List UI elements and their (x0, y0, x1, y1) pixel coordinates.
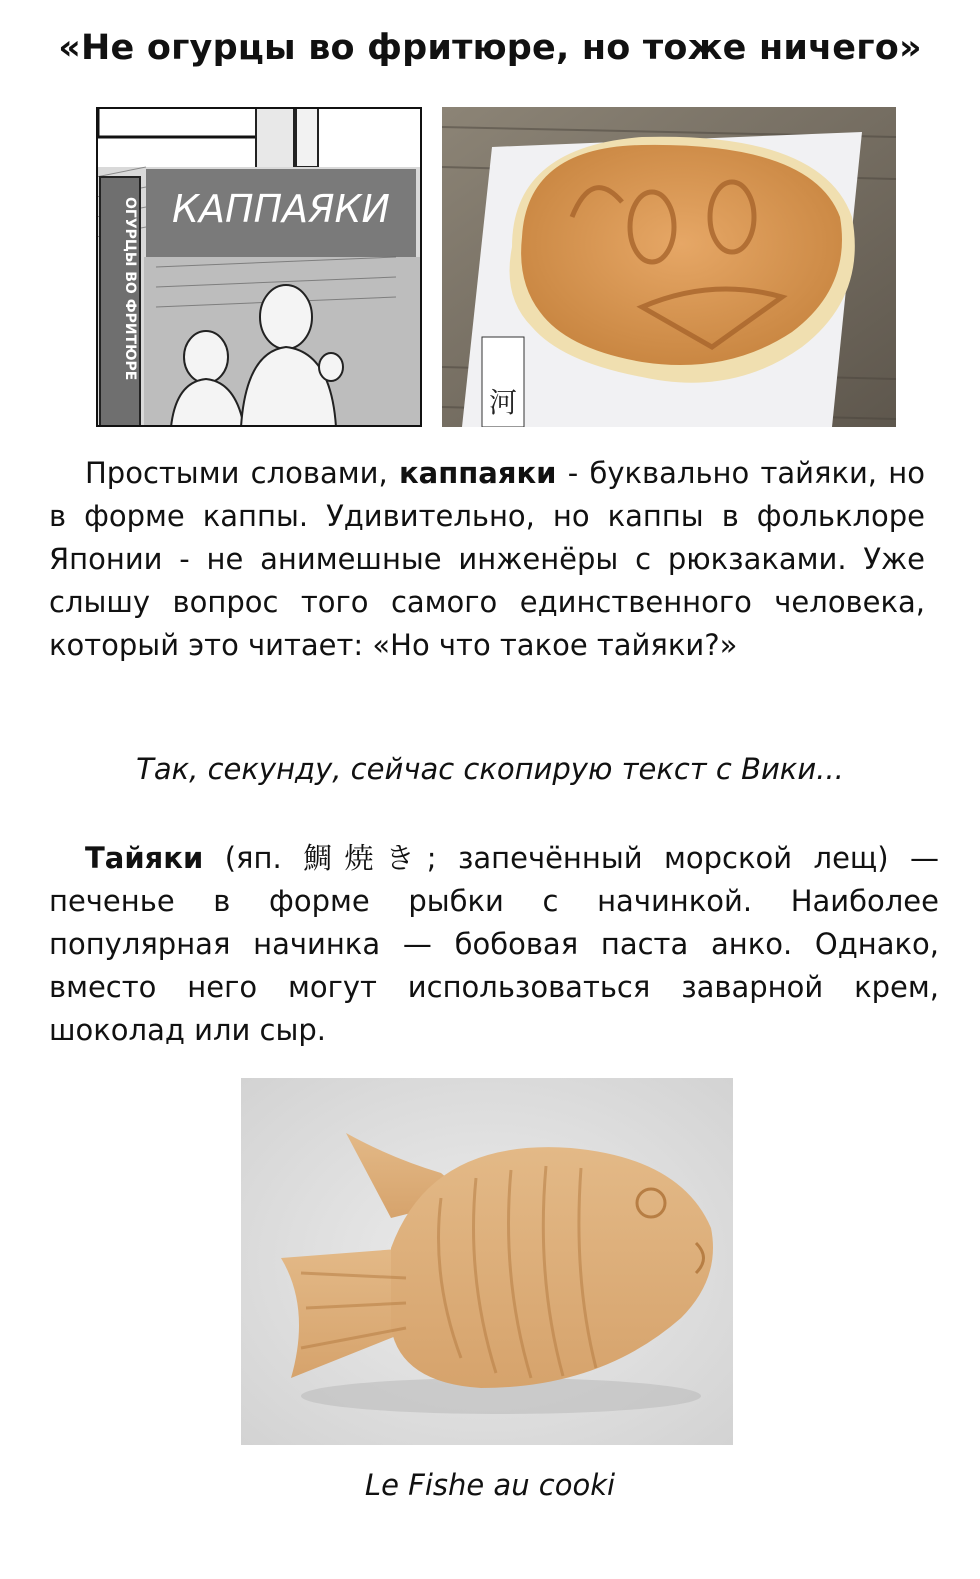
para2-text-rest: (яп. 鯛焼き; запечённый морской лещ) — печенье в форме рыбки с начинкой. Наиболее популярная начинка — бобовая паста анко. Однако, вместо него могут использоваться заварной крем, шоколад или сыр. (49, 841, 939, 1047)
manga-side-text: ОГУРЦЫ ВО ФРИТЮРЕ (122, 197, 138, 381)
taiyaki-photo (241, 1078, 733, 1445)
manga-panel-image (96, 107, 422, 427)
paragraph-taiyaki (49, 837, 939, 1052)
image-caption: Le Fishe au cooki (364, 1468, 616, 1502)
page-title: «Не огурцы во фритюре, но тоже ничего» (58, 28, 922, 68)
kappa-wrapper-text: 河 (488, 386, 518, 419)
para1-text-rest: - буквально тайяки, но в форме каппы. Удивительно, но каппы в фольклоре Японии - не анимешные инженёры с рюкзаками. Уже слышу вопрос того самого единственного человека, который это читает: «Но что такое тайяки?» (49, 456, 925, 662)
para1-bold-term: каппаяки (398, 456, 557, 490)
kappayaki-photo (442, 107, 896, 427)
manga-sign-text: КАППАЯКИ (172, 187, 390, 231)
italic-aside: Так, секунду, сейчас скопирую текст с Вики... (136, 752, 844, 786)
paragraph-kappayaki (49, 452, 925, 667)
para1-text-start: Простыми словами, (85, 456, 399, 490)
para2-bold-term: Тайяки (85, 841, 204, 875)
